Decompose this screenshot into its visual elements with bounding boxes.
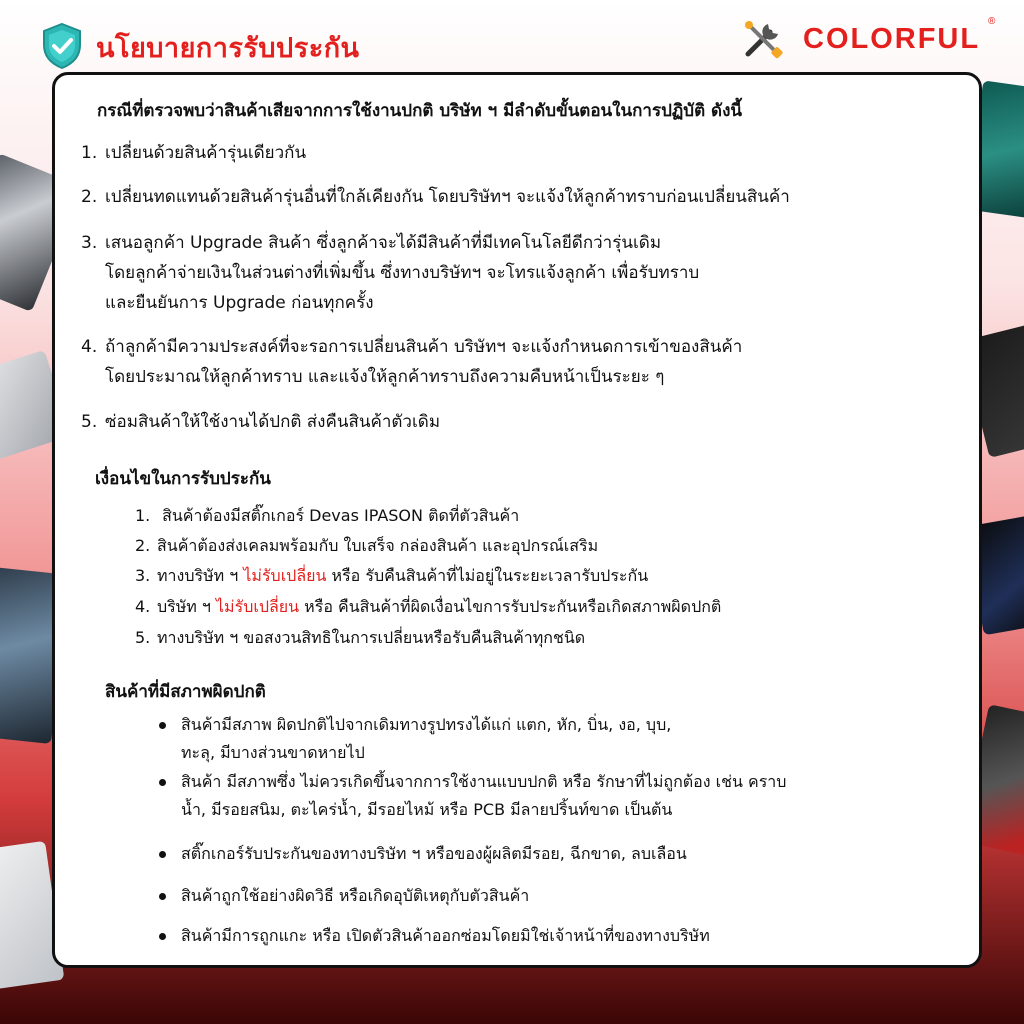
policy-card <box>52 72 982 968</box>
registered-mark: ® <box>988 16 996 27</box>
page-title: นโยบายการรับประกัน <box>96 33 360 64</box>
condition-text: สินค้าต้องมีสติ๊กเกอร์ Devas IPASON ติดที่ตัวสินค้า <box>157 506 520 525</box>
step-number: 2. <box>81 187 98 207</box>
condition-item <box>135 533 955 559</box>
step-text: เปลี่ยนด้วยสินค้ารุ่นเดียวกัน <box>105 143 307 163</box>
bullet-text: ทะลุ, มีบางส่วนขาดหายไป <box>181 743 365 762</box>
step-text: โดยลูกค้าจ่ายเงินในส่วนต่างที่เพิ่มขึ้น ซึ่งทางบริษัทฯ จะโทรแจ้งลูกค้า เพื่อรับทราบ <box>105 263 700 283</box>
condition-item <box>135 503 955 529</box>
bullet-dot <box>159 851 166 858</box>
condition-text: บริษัท ฯ <box>157 597 216 616</box>
condition-highlight: ไม่รับเปลี่ยน <box>216 597 300 616</box>
step-number: 5. <box>81 412 98 432</box>
bullet-text: สติ๊กเกอร์รับประกันของทางบริษัท ฯ หรือของผู้ผลิตมีรอย, ฉีกขาด, ลบเลือน <box>181 844 687 863</box>
bullet-dot <box>159 933 166 940</box>
bullet-dot <box>159 893 166 900</box>
condition-number: 4. <box>135 597 151 616</box>
abnormal-title: สินค้าที่มีสภาพผิดปกติ <box>105 682 266 702</box>
condition-text: ทางบริษัท ฯ <box>157 566 244 585</box>
step-text: ซ่อมสินค้าให้ใช้งานได้ปกติ ส่งคืนสินค้าตัวเดิม <box>105 412 441 432</box>
bullet-text: น้ำ, มีรอยสนิม, ตะไคร่น้ำ, มีรอยไหม้ หรือ PCB มีลายปริ้นท์ขาด เป็นต้น <box>181 800 673 819</box>
bullet-text: สินค้า มีสภาพซึ่ง ไม่ควรเกิดขึ้นจากการใช้งานแบบปกติ หรือ รักษาที่ไม่ถูกต้อง เช่น คราบ <box>181 772 787 791</box>
card-heading: กรณีที่ตรวจพบว่าสินค้าเสียจากการใช้งานปกติ บริษัท ฯ มีลำดับขั้นตอนในการปฏิบัติ ดังนี้ <box>97 101 742 121</box>
condition-number: 1. <box>135 506 151 525</box>
step-text: เปลี่ยนทดแทนด้วยสินค้ารุ่นอื่นที่ใกล้เคียงกัน โดยบริษัทฯ จะแจ้งให้ลูกค้าทราบก่อนเปลี่ยนสินค้า <box>105 187 790 207</box>
step-text: ถ้าลูกค้ามีความประสงค์ที่จะรอการเปลี่ยนสินค้า บริษัทฯ จะแจ้งกำหนดการเข้าของสินค้า <box>105 337 743 357</box>
condition-text-end: หรือ รับคืนสินค้าที่ไม่อยู่ในระยะเวลารับประกัน <box>326 566 649 585</box>
condition-number: 5. <box>135 628 151 647</box>
bullet-dot <box>159 779 166 786</box>
condition-highlight: ไม่รับเปลี่ยน <box>243 566 327 585</box>
conditions-title: เงื่อนไขในการรับประกัน <box>95 469 271 489</box>
condition-text-end: หรือ คืนสินค้าที่ผิดเงื่อนไขการรับประกันหรือเกิดสภาพผิดปกติ <box>299 597 722 616</box>
step-text: โดยประมาณให้ลูกค้าทราบ และแจ้งให้ลูกค้าทราบถึงความคืบหน้าเป็นระยะ ๆ <box>105 367 665 387</box>
step-number: 3. <box>81 233 98 253</box>
condition-number: 3. <box>135 566 151 585</box>
bullet-dot <box>159 722 166 729</box>
step-text: และยืนยันการ Upgrade ก่อนทุกครั้ง <box>105 293 374 313</box>
step-number: 4. <box>81 337 98 357</box>
condition-number: 2. <box>135 536 151 555</box>
condition-text: สินค้าต้องส่งเคลมพร้อมกับ ใบเสร็จ กล่องสินค้า และอุปกรณ์เสริม <box>157 536 599 555</box>
step-number: 1. <box>81 143 98 163</box>
step-text: เสนอลูกค้า Upgrade สินค้า ซึ่งลูกค้าจะได้มีสินค้าที่มีเทคโนโลยีดีกว่ารุ่นเดิม <box>105 233 662 253</box>
condition-item <box>135 594 955 620</box>
condition-item <box>135 563 955 589</box>
header <box>0 0 1024 72</box>
bullet-text: สินค้ามีการถูกแกะ หรือ เปิดตัวสินค้าออกซ่อมโดยมิใช่เจ้าหน้าที่ของทางบริษัท <box>181 926 710 945</box>
condition-item <box>135 625 955 651</box>
shield-check-icon <box>40 22 84 70</box>
bullet-text: สินค้าถูกใช้อย่างผิดวิธี หรือเกิดอุบัติเหตุกับตัวสินค้า <box>181 886 530 905</box>
bullet-text: สินค้ามีสภาพ ผิดปกติไปจากเดิมทางรูปทรงได้แก่ แตก, หัก, บิ่น, งอ, บุบ, <box>181 715 672 734</box>
condition-text: ทางบริษัท ฯ ขอสงวนสิทธิในการเปลี่ยนหรือรับคืนสินค้าทุกชนิด <box>157 628 586 647</box>
brand-logo: COLORFUL <box>803 23 981 55</box>
tools-icon <box>742 18 786 60</box>
